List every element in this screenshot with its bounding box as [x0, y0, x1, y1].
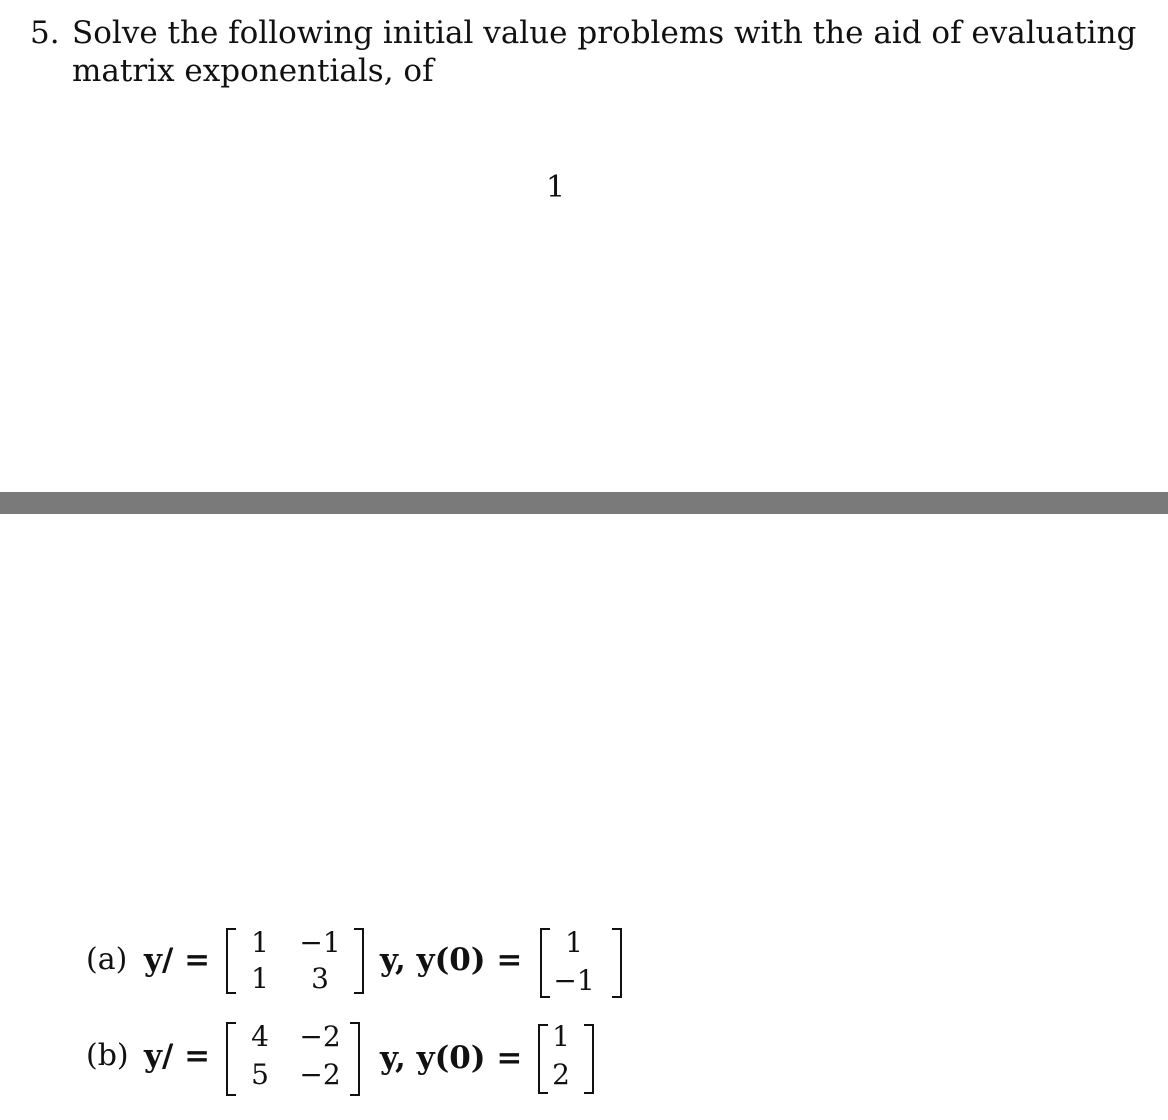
part-a-matrix-r1c1: 1: [251, 926, 269, 959]
part-b-lhs: y/ =: [144, 1038, 211, 1074]
part-a-label: (a): [86, 942, 128, 977]
part-a-matrix-r2c2: 3: [311, 962, 329, 995]
part-b-matrix-right-bracket: [350, 1022, 360, 1096]
part-b-vector-r2: 2: [552, 1058, 570, 1091]
problem-text: Solve the following initial value problems with the aid of evaluating matrix exponentials, of: [72, 15, 1137, 89]
part-a-matrix-r1c2: −1: [299, 926, 341, 959]
part-a-matrix-r2c1: 1: [251, 962, 269, 995]
part-b-label: (b): [86, 1038, 129, 1073]
problem-number: 5.: [30, 15, 60, 51]
part-b-matrix-r2c2: −2: [299, 1058, 341, 1091]
part-a-lhs: y/ =: [144, 942, 211, 978]
part-a-vector-r2: −1: [553, 964, 595, 997]
part-a-vector-right-bracket: [612, 928, 622, 998]
page-number: 1: [546, 170, 566, 205]
part-b-matrix-r1c2: −2: [299, 1020, 341, 1053]
page-separator: [0, 492, 1168, 514]
part-a-initial-condition: y, y(0) =: [380, 942, 523, 978]
part-b-matrix-r2c1: 5: [251, 1058, 269, 1091]
part-b-initial-condition: y, y(0) =: [380, 1040, 523, 1076]
part-a-vector-r1: 1: [565, 926, 583, 959]
part-b-vector-right-bracket: [584, 1024, 594, 1094]
part-b-vector-r1: 1: [552, 1020, 570, 1053]
part-a-matrix-right-bracket: [354, 928, 364, 994]
part-b-matrix-r1c1: 4: [251, 1020, 269, 1053]
